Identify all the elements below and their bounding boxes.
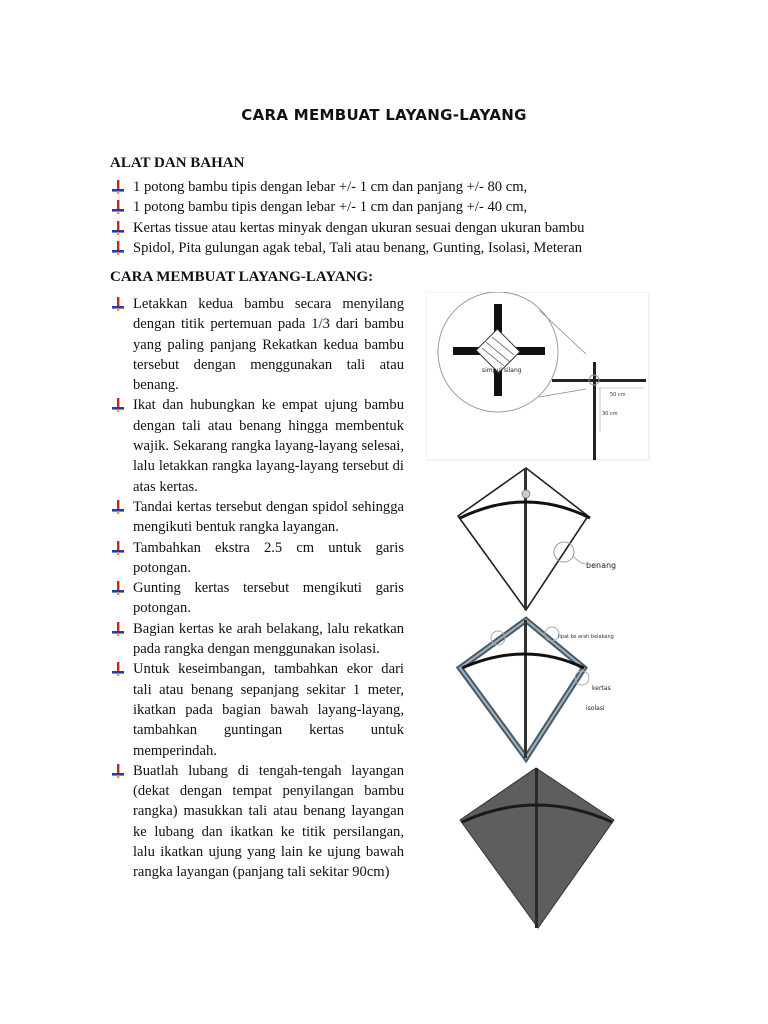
pin-bullet-icon: [111, 662, 125, 676]
frame-cross-figure: [426, 292, 650, 462]
pin-bullet-icon: [111, 241, 125, 255]
kite-paper-fold-figure: [452, 616, 624, 764]
pin-bullet-icon: [111, 622, 125, 636]
pin-bullet-icon: [111, 764, 125, 778]
finished-kite-figure: [456, 766, 626, 934]
steps-heading: CARA MEMBUAT LAYANG-LAYANG:: [110, 269, 374, 285]
fold-label: lipat ke arah belakang: [558, 634, 614, 640]
step-item: Tandai kertas tersebut dengan spidol sehingga mengikuti bentuk rangka layangan.: [110, 497, 404, 538]
pin-bullet-icon: [111, 500, 125, 514]
paper-label: kertas: [592, 685, 611, 692]
step-item: Bagian kertas ke arah belakang, lalu rekatkan pada rangka dengan menggunakan isolasi.: [110, 619, 404, 660]
step-item: Letakkan kedua bambu secara menyilang dengan titik pertemuan pada 1/3 dari bambu yang paling panjang Rekatkan kedua bambu tersebut dengan menggunakan tali atau benang.: [110, 294, 404, 395]
steps-list: [110, 294, 404, 883]
height-label: 30 cm: [602, 411, 618, 417]
tape-label: isolasi: [586, 705, 605, 712]
string-label: benang: [586, 561, 617, 570]
page-title: CARA MEMBUAT LAYANG-LAYANG: [241, 106, 527, 124]
step-item: Ikat dan hubungkan ke empat ujung bambu dengan tali atau benang hingga membentuk wajik. Sekarang rangka layang-layang selesai, lalu letakkan rangka layang-layang tersebut di atas kertas.: [110, 395, 404, 496]
kite-frame-string-figure: [452, 466, 624, 612]
step-item: Gunting kertas tersebut mengikuti garis potongan.: [110, 578, 404, 619]
pin-bullet-icon: [111, 200, 125, 214]
pin-bullet-icon: [111, 180, 125, 194]
step-item: Untuk keseimbangan, tambahkan ekor dari tali atau benang sepanjang sekitar 1 meter, ikatkan pada bagian bawah layang-layang, tambahkan guntingan kertas untuk memperindah.: [110, 659, 404, 760]
step-item: Buatlah lubang di tengah-tengah layangan (dekat dengan tempat penyilangan bambu rangka) masukkan tali atau benang layangan ke lubang dan ikatkan ke titik persilangan, lalu ikatkan ujung yang lain ke ujung bawah rangka layangan (panjang tali sekitar 90cm): [110, 761, 404, 883]
width-label: 50 cm: [610, 392, 626, 398]
tools-item: 1 potong bambu tipis dengan lebar +/- 1 cm dan panjang +/- 40 cm,: [110, 197, 630, 217]
tools-item: 1 potong bambu tipis dengan lebar +/- 1 cm dan panjang +/- 80 cm,: [110, 177, 630, 197]
pin-bullet-icon: [111, 581, 125, 595]
step-item: Tambahkan ekstra 2.5 cm untuk garis potongan.: [110, 538, 404, 579]
tools-list: [110, 177, 630, 258]
pin-bullet-icon: [111, 541, 125, 555]
pin-bullet-icon: [111, 221, 125, 235]
tools-item: Spidol, Pita gulungan agak tebal, Tali atau benang, Gunting, Isolasi, Meteran: [110, 238, 630, 258]
pin-bullet-icon: [111, 297, 125, 311]
knot-label: simpul silang: [482, 367, 522, 374]
tools-item: Kertas tissue atau kertas minyak dengan ukuran sesuai dengan ukuran bambu: [110, 218, 630, 238]
pin-bullet-icon: [111, 398, 125, 412]
tools-heading: ALAT DAN BAHAN: [110, 155, 245, 171]
